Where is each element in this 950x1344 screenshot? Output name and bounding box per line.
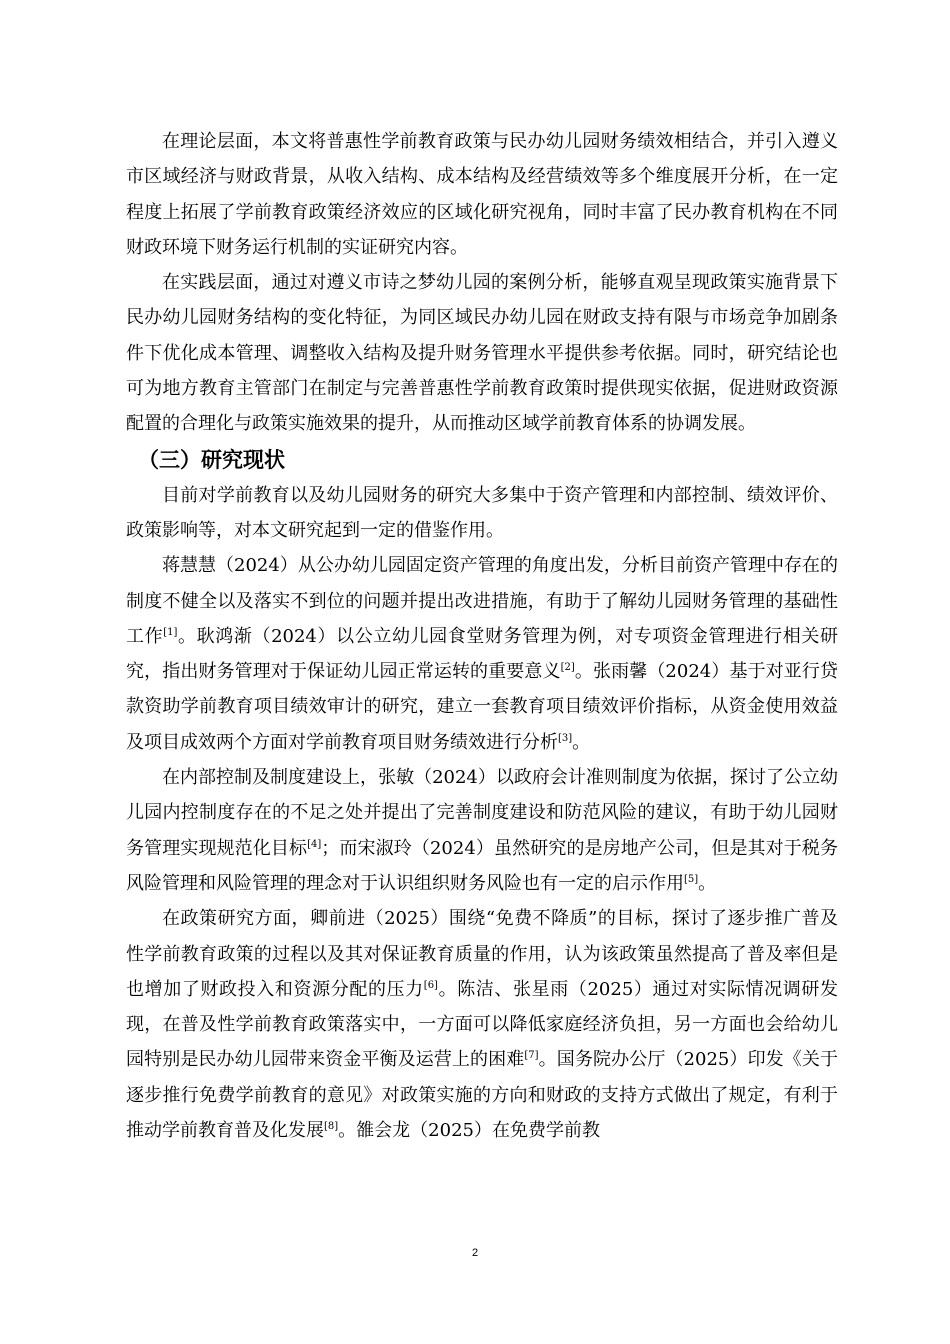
paragraph-text: 。国务院办公厅（2025）印发《关于逐步推行免费学前教育的意见》对政策实施的方向和财政的支持方式做出了规定，有利于推动学前教育普及化发展: [126, 1049, 838, 1142]
paragraph-text: 蒋慧慧（2024）从公办幼儿园固定资产管理的角度出发，分析目前资产管理中存在的制度不健全以及落实不到位的问题并提出改进措施，有助于了解幼儿园财务管理的基础性工作: [126, 555, 838, 647]
paragraph-text: ；而宋淑玲（2024）虽然研究的是房地产公司，但是其对于税务风险管理和风险管理的理念对于认识组织财务风险也有一定的启示作用: [126, 837, 839, 894]
paragraph-text: 。张雨馨（2024）基于对亚行贷款资助学前教育项目绩效审计的研究，建立一套教育项目绩效评价指标，从资金使用效益及项目成效两个方面对学前教育项目财务绩效进行分析: [126, 661, 838, 753]
paragraph-practice: 在实践层面，通过对遵义市诗之梦幼儿园的案例分析，能够直观呈现政策实施背景下民办幼儿园财务结构的变化特征，为同区域民办幼儿园在财政支持有限与市场竞争加剧条件下优化成本管理、调整收入结构及提升财务管理水平提供参考依据。同时，研究结论也可为地方教育主管部门在制定与完善普惠性学前教育政策时提供现实依据，促进财政资源配置的合理化与政策实施效果的提升，从而推动区域学前教育体系的协调发展。: [126, 272, 838, 435]
citation-ref: [6]: [423, 979, 438, 991]
citation-ref: [1]: [163, 626, 178, 638]
paragraph-text: 在政策研究方面，卿前进（2025）围绕“免费不降质”的目标，探讨了逐步推广普及性学前教育政策的过程以及其对保证教育质量的作用，认为该政策虽然提高了普及率但是也增加了财政投入和资源分配的压力: [126, 908, 838, 1000]
citation-ref: [4]: [307, 838, 322, 850]
paragraph-policy: [126, 901, 838, 1148]
paragraph-asset-management: [126, 548, 838, 760]
page-number: 2: [471, 1247, 479, 1259]
citation-ref: [7]: [524, 1050, 539, 1062]
citation-ref: [2]: [560, 662, 575, 674]
paragraph-text: 。陈洁、张星雨（2025）通过对实际情况调研发现，在普及性学前教育政策落实中，一方面可以降低家庭经济负担，另一方面也会给幼儿园特别是民办幼儿园带来资金平衡及运营上的困难: [126, 978, 839, 1071]
page-body: [126, 124, 838, 1148]
citation-ref: [5]: [684, 873, 699, 885]
paragraph-text: 。雒会龙（2025）在免费学前教: [338, 1120, 600, 1142]
paragraph-internal-control: [126, 760, 838, 901]
paragraph-text: 。耿鸿渐（2024）以公立幼儿园食堂财务管理为例，对专项资金管理进行相关研究，指出财务管理对于保证幼儿园正常运转的重要意义: [126, 625, 839, 683]
paragraph-text: 在内部控制及制度建设上，张敏（2024）以政府会计准则制度为依据，探讨了公立幼儿园内控制度存在的不足之处并提出了完善制度建设和防范风险的建议，有助于幼儿园财务管理实现规范化目标: [126, 767, 838, 859]
paragraph-intro: 目前对学前教育以及幼儿园财务的研究大多集中于资产管理和内部控制、绩效评价、政策影响等，对本文研究起到一定的借鉴作用。: [126, 484, 838, 541]
section-heading: （三）研究现状: [138, 447, 285, 472]
paragraph-theory: 在理论层面，本文将普惠性学前教育政策与民办幼儿园财务绩效相结合，并引入遵义市区域经济与财政背景，从收入结构、成本结构及经营绩效等多个维度展开分析，在一定程度上拓展了学前教育政策经济效应的区域化研究视角，同时丰富了民办教育机构在不同财政环境下财务运行机制的实证研究内容。: [126, 131, 838, 258]
citation-ref: [8]: [324, 1121, 339, 1133]
paragraph-text: 。: [572, 731, 591, 753]
paragraph-text: 。: [698, 872, 717, 894]
citation-ref: [3]: [558, 732, 573, 744]
